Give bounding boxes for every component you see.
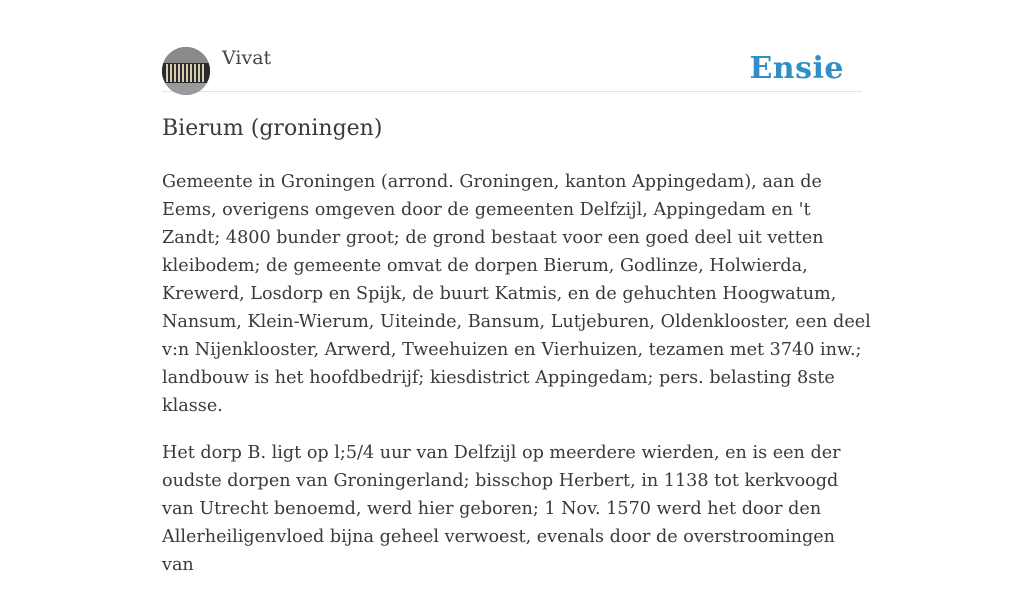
article-body [162, 168, 872, 598]
article-paragraph: Het dorp B. ligt op l;5/4 uur van Delfzijl op meerdere wierden, en is een der oudste dorpen van Groningerland; bisschop Herbert, in 1138 tot kerkvoogd van Utrecht benoemd, werd hier geboren; 1 Nov. 1570 werd het door den Allerheiligenvloed bijna geheel verwoest, evenals door de overstroomingen van [162, 443, 841, 575]
avatar-image [162, 47, 210, 95]
page-title: Bierum (groningen) [162, 116, 383, 141]
site-logo[interactable]: Ensie [749, 51, 844, 86]
site-header [162, 46, 862, 92]
username-link[interactable]: Vivat [222, 47, 272, 69]
avatar[interactable] [162, 47, 210, 95]
article-paragraph: Gemeente in Groningen (arrond. Groningen, kanton Appingedam), aan de Eems, overigens omgeven door de gemeenten Delfzijl, Appingedam en 't Zandt; 4800 bunder groot; de grond bestaat voor een goed deel uit vetten kleibodem; de gemeente omvat de dorpen Bierum, Godlinze, Holwierda, Krewerd, Losdorp en Spijk, de buurt Katmis, en de gehuchten Hoogwatum, Nansum, Klein-Wierum, Uiteinde, Bansum, Lutjeburen, Oldenklooster, een deel v:n Nijenklooster, Arwerd, Tweehuizen en Vierhuizen, tezamen met 3740 inw.; landbouw is het hoofdbedrijf; kiesdistrict Appingedam; pers. belasting 8ste klasse. [162, 172, 871, 416]
